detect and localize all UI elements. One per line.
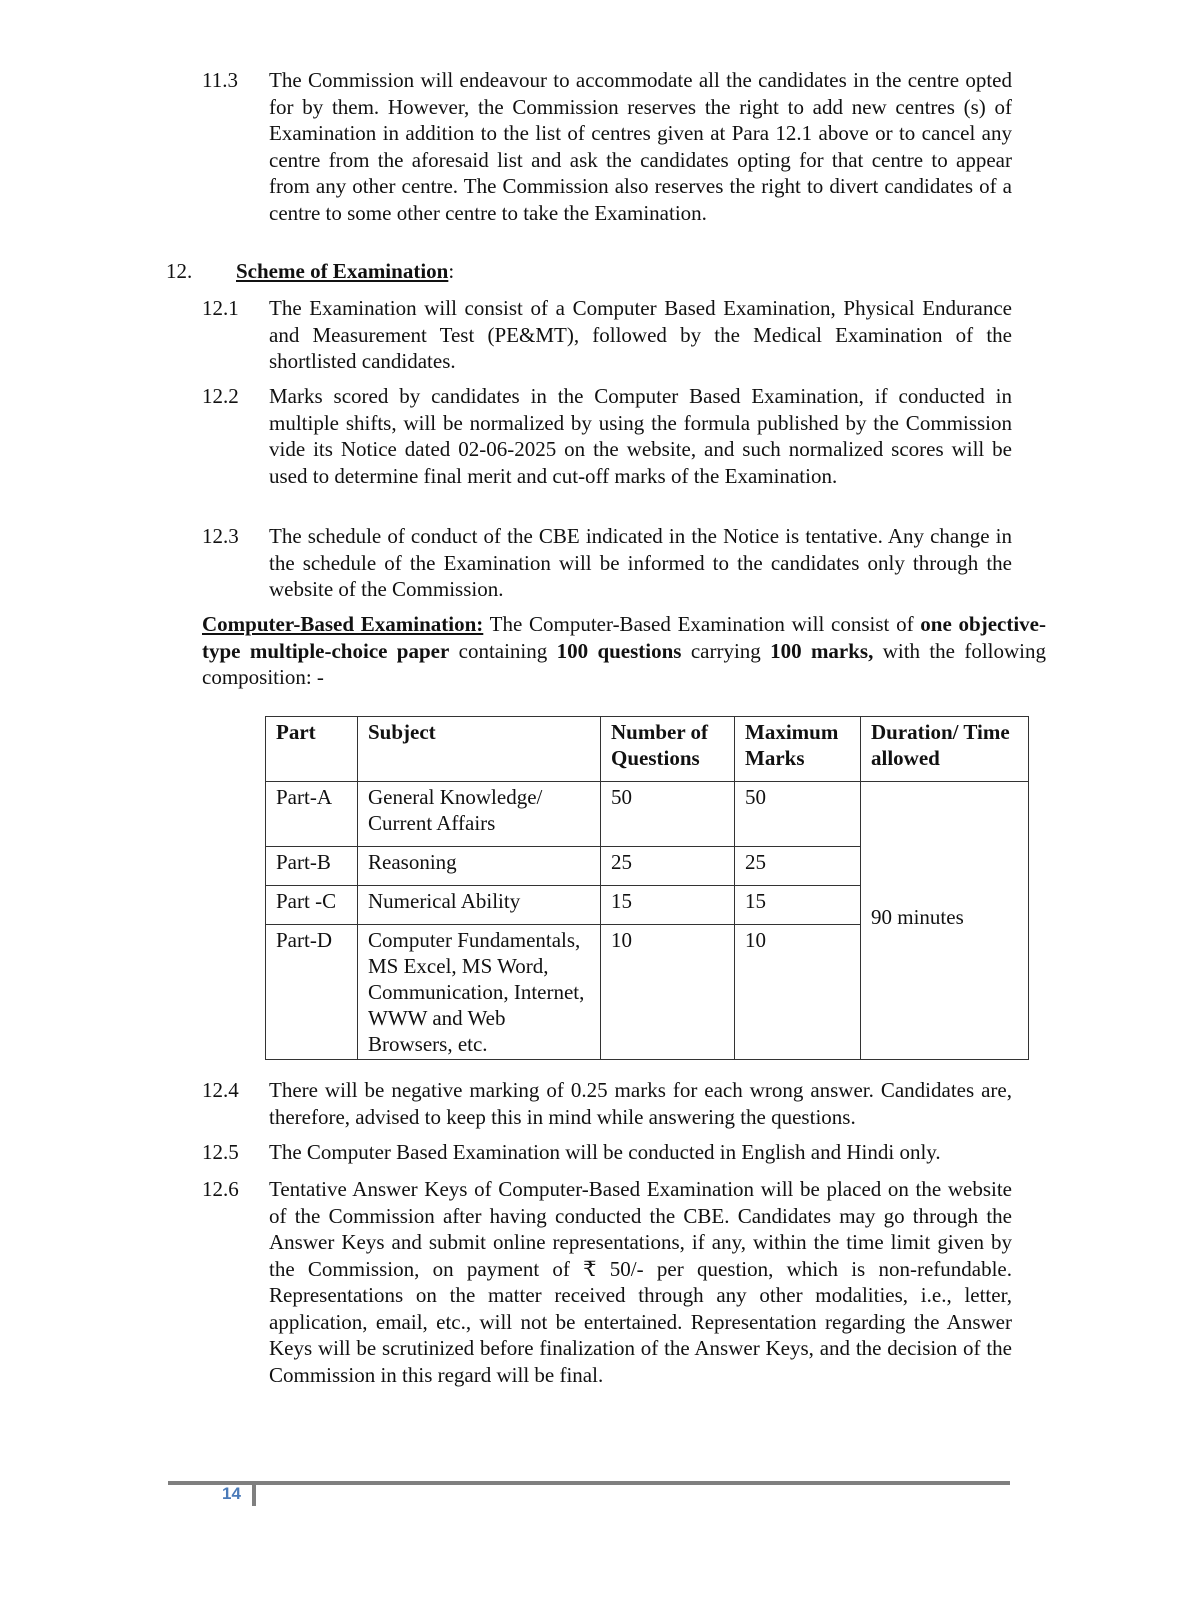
paragraph-text: Tentative Answer Keys of Computer-Based Examination will be placed on the website of the Commission after having conducted the CBE. Candidates may go through the Answer Keys and submit online representations, if any, within the time limit given by the Commission, on payment of ₹ 50/- per question, which is non-refundable. Representations on the matter received through any other modalities, i.e., letter, application, email, etc., will not be entertained. Representation regarding the Answer Keys will be scrutinized before finalization of the Answer Keys, and the decision of the Commission in this regard will be final. [269,1177,1012,1387]
paragraph-12-3 [202,523,1012,603]
cbe-text: with the following composition: - [202,638,1046,689]
cbe-text: containing [449,638,557,663]
header-marks: Maximum Marks [735,717,861,782]
footer-separator [252,1485,256,1506]
paragraph-number: 12.6 [202,1177,239,1201]
cbe-bold-questions: 100 questions [556,638,682,663]
paragraph-number: 12.4 [202,1078,239,1102]
section-colon: : [448,259,455,283]
cell-marks: 10 [735,925,861,1060]
header-subject: Subject [358,717,601,782]
cell-part: Part-A [266,782,358,847]
header-part: Part [266,717,358,782]
cbe-bold-marks: 100 marks, [770,638,874,663]
header-duration: Duration/ Time allowed [861,717,1029,782]
paragraph-text: The Examination will consist of a Computer Based Examination, Physical Endurance and Measurement Test (PE&MT), followed by the Medical Examination of the shortlisted candidates. [269,296,1012,373]
paragraph-12-1 [202,295,1012,375]
header-questions: Number of Questions [601,717,735,782]
cell-subject: Reasoning [358,847,601,886]
paragraph-number: 12.3 [202,524,239,548]
paragraph-12-5 [202,1139,1012,1166]
cbe-text: The Computer-Based Examination will consist of [483,612,921,636]
table-header-row [266,717,1029,782]
exam-composition-table [265,716,1029,1060]
footer-rule [168,1481,1010,1485]
cell-questions: 50 [601,782,735,847]
cell-marks: 15 [735,886,861,925]
section-number: 12. [166,259,193,283]
paragraph-12-2 [202,383,1012,489]
cell-marks: 50 [735,782,861,847]
paragraph-number: 12.5 [202,1140,239,1164]
paragraph-12-4 [202,1077,1012,1130]
cell-duration: 90 minutes [861,782,1029,1060]
cell-part: Part-B [266,847,358,886]
cell-part: Part -C [266,886,358,925]
cbe-heading: Computer-Based Examination: [202,612,484,636]
cbe-bold-paper: one objective-type multiple-choice paper [202,612,1046,663]
table-row [266,782,1029,847]
page-number: 14 [222,1484,241,1503]
paragraph-number: 12.1 [202,296,239,320]
paragraph-number: 11.3 [202,68,238,92]
cell-questions: 25 [601,847,735,886]
cell-subject: Numerical Ability [358,886,601,925]
cell-marks: 25 [735,847,861,886]
cbe-text: carrying [681,638,771,663]
cell-questions: 15 [601,886,735,925]
paragraph-text: The Computer Based Examination will be conducted in English and Hindi only. [269,1140,941,1164]
paragraph-text: Marks scored by candidates in the Computer Based Examination, if conducted in multiple shifts, will be normalized by using the formula published by the Commission vide its Notice dated 02-06-2025 on the website, and such normalized scores will be used to determine final merit and cut-off marks of the Examination. [269,384,1012,488]
cell-subject: General Knowledge/ Current Affairs [358,782,601,847]
cell-questions: 10 [601,925,735,1060]
paragraph-12-6 [202,1176,1012,1388]
section-title: Scheme of Examination [236,259,449,283]
paragraph-text: The schedule of conduct of the CBE indicated in the Notice is tentative. Any change in the schedule of the Examination will be informed to the candidates only through the website of the Commission. [269,524,1012,601]
cell-subject: Computer Fundamentals, MS Excel, MS Word, Communication, Internet, WWW and Web Browsers, etc. [358,925,601,1060]
cell-part: Part-D [266,925,358,1060]
paragraph-number: 12.2 [202,384,239,408]
paragraph-text: The Commission will endeavour to accommodate all the candidates in the centre opted for by them. However, the Commission reserves the right to add new centres (s) of Examination in addition to the list of centres given at Para 12.1 above or to cancel any centre from the aforesaid list and ask the candidates opting for that centre to appear from any other centre. The Commission also reserves the right to divert candidates of a centre to some other centre to take the Examination. [269,68,1012,225]
paragraph-text: There will be negative marking of 0.25 marks for each wrong answer. Candidates are, therefore, advised to keep this in mind while answering the questions. [269,1078,1012,1129]
paragraph-11-3 [202,67,1012,226]
section-12-heading [166,258,454,284]
cbe-description [202,611,1046,691]
